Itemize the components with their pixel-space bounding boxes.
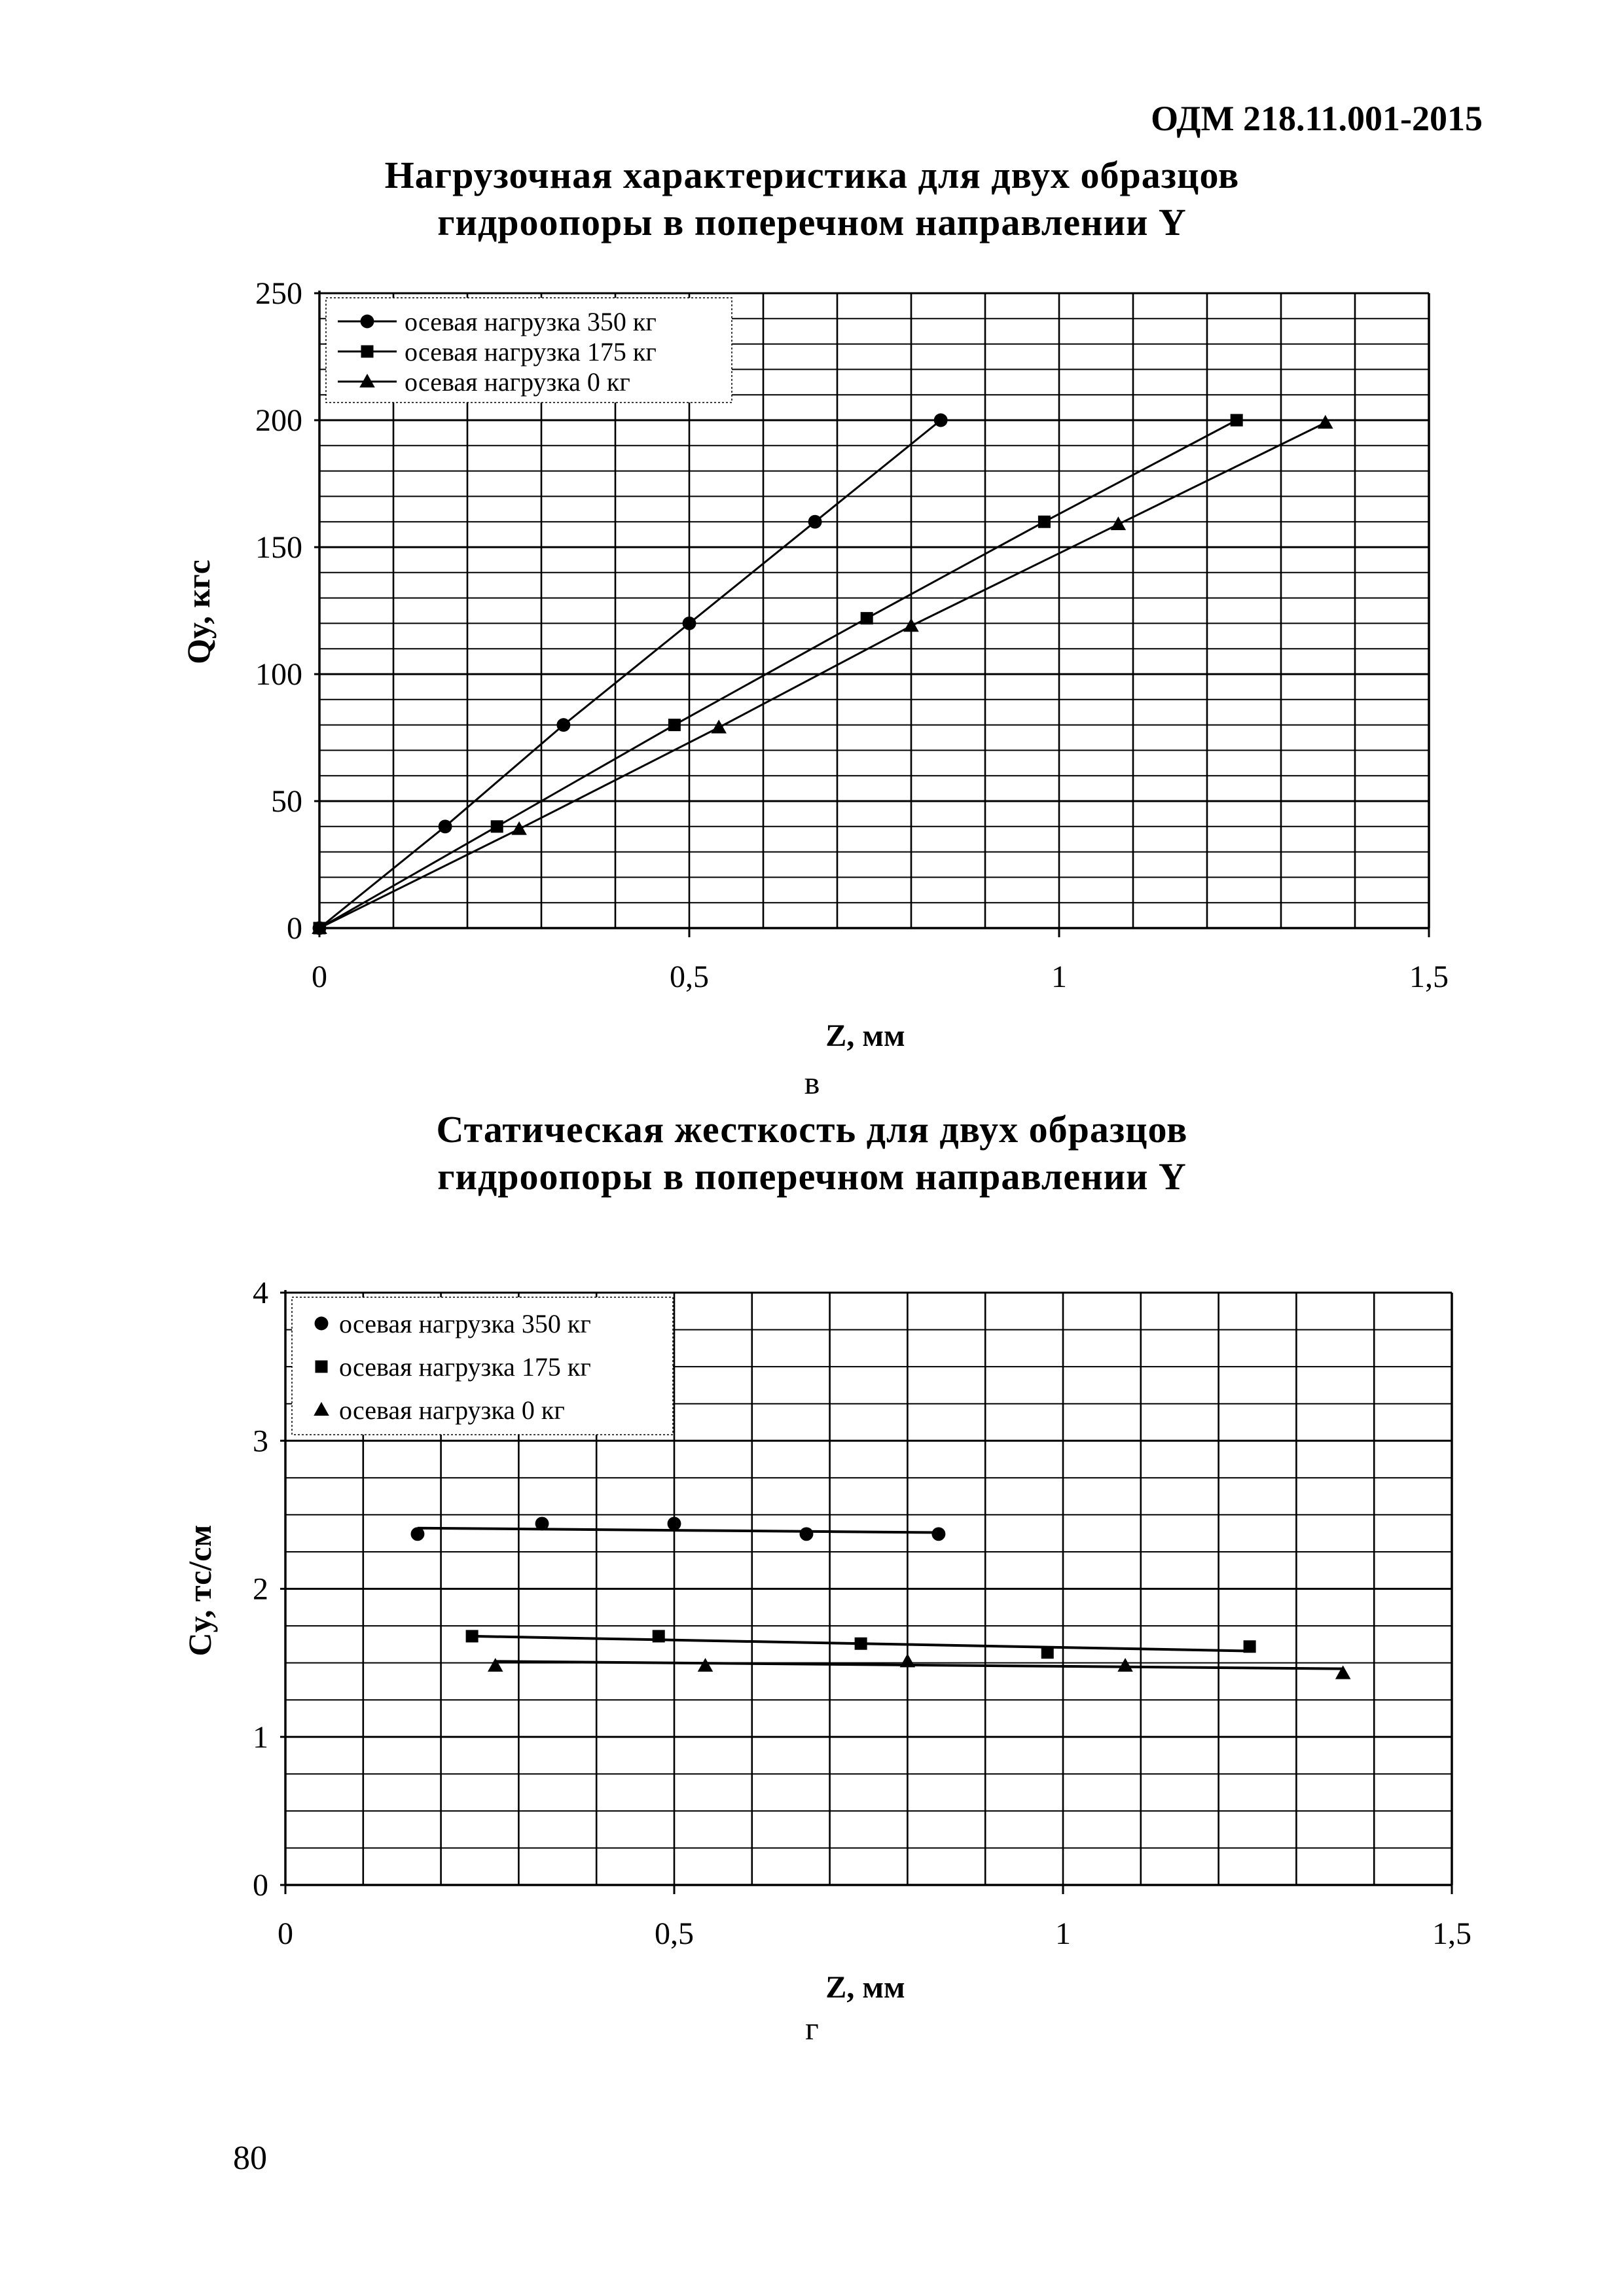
chart-1-y-tick-label: 250 bbox=[255, 276, 302, 311]
chart-2-series-1-point bbox=[668, 1517, 681, 1531]
chart-1-x-tick-label: 1,5 bbox=[1409, 960, 1449, 994]
chart-1-y-tick-label: 100 bbox=[255, 657, 302, 692]
chart-1-x-tick-label: 0,5 bbox=[670, 960, 709, 994]
chart-2-series-3-point bbox=[698, 1658, 713, 1672]
chart-1-legend-label: осевая нагрузка 175 кг bbox=[405, 337, 657, 367]
chart-1-y-axis-label: Qy, кгс bbox=[180, 560, 217, 664]
chart-1-legend-label: осевая нагрузка 350 кг bbox=[405, 307, 657, 336]
chart-2-x-axis-label: Z, мм bbox=[825, 1970, 905, 2005]
chart-2-x-tick-label: 1 bbox=[1055, 1916, 1071, 1951]
chart-2-legend-marker bbox=[316, 1361, 328, 1373]
chart-1-legend-label: осевая нагрузка 0 кг bbox=[405, 367, 630, 397]
chart-1-title-line-2: гидроопоры в поперечном направлении Y bbox=[437, 201, 1187, 243]
chart-1-x-axis-label: Z, мм bbox=[825, 1018, 905, 1053]
chart-2-legend-label: осевая нагрузка 0 кг bbox=[339, 1395, 565, 1425]
chart-2-legend-marker bbox=[315, 1317, 329, 1331]
chart-2-series-1-point bbox=[931, 1527, 945, 1541]
chart-2-panel-label: г bbox=[805, 2010, 819, 2047]
chart-2-y-tick-label: 0 bbox=[253, 1868, 268, 1903]
page-number: 80 bbox=[233, 2140, 267, 2177]
chart-2-series-3-point bbox=[900, 1653, 916, 1667]
chart-1-y-tick-label: 0 bbox=[287, 911, 302, 946]
chart-2-series-3-point bbox=[1117, 1658, 1133, 1672]
chart-2-y-tick-label: 4 bbox=[253, 1276, 268, 1310]
chart-2-series-2-point bbox=[1244, 1640, 1256, 1653]
chart-2-y-axis-label: Cy, тс/см bbox=[181, 1524, 218, 1657]
chart-1-panel-label: в bbox=[804, 1064, 820, 1101]
chart-2-title-line-2: гидроопоры в поперечном направлении Y bbox=[437, 1155, 1187, 1198]
chart-2-y-tick-label: 1 bbox=[253, 1719, 268, 1755]
chart-2-series-3-point bbox=[488, 1658, 503, 1672]
chart-2-series-2-point bbox=[653, 1630, 665, 1642]
chart-2-series-2-point bbox=[1041, 1646, 1054, 1659]
chart-1-x-tick-label: 1 bbox=[1051, 960, 1067, 994]
chart-2-title-line-1: Статическая жесткость для двух образцов bbox=[436, 1108, 1188, 1151]
chart-2-legend-label: осевая нагрузка 175 кг bbox=[339, 1352, 591, 1382]
document-code: ОДМ 218.11.001-2015 bbox=[1151, 99, 1483, 138]
chart-2-y-tick-label: 3 bbox=[253, 1424, 268, 1459]
chart-1-x-tick-label: 0 bbox=[312, 960, 327, 994]
chart-2-series-1-point bbox=[411, 1527, 425, 1541]
chart-2-series-2-point bbox=[855, 1638, 867, 1650]
chart-1-y-tick-label: 150 bbox=[255, 530, 302, 565]
chart-2-x-tick-label: 0,5 bbox=[655, 1916, 694, 1951]
chart-1-y-tick-label: 50 bbox=[271, 784, 302, 819]
chart-1-title-line-1: Нагрузочная характеристика для двух образцов bbox=[384, 154, 1240, 196]
chart-2-series-2-point bbox=[466, 1630, 478, 1642]
chart-2-x-tick-label: 0 bbox=[278, 1916, 293, 1951]
chart-2-series-1-point bbox=[800, 1527, 814, 1541]
chart-1-y-tick-label: 200 bbox=[255, 403, 302, 438]
chart-2-y-tick-label: 2 bbox=[253, 1571, 268, 1607]
chart-2-legend-label: осевая нагрузка 350 кг bbox=[339, 1309, 591, 1338]
chart-2-x-tick-label: 1,5 bbox=[1432, 1916, 1471, 1951]
chart-2-series-1-point bbox=[535, 1517, 549, 1531]
